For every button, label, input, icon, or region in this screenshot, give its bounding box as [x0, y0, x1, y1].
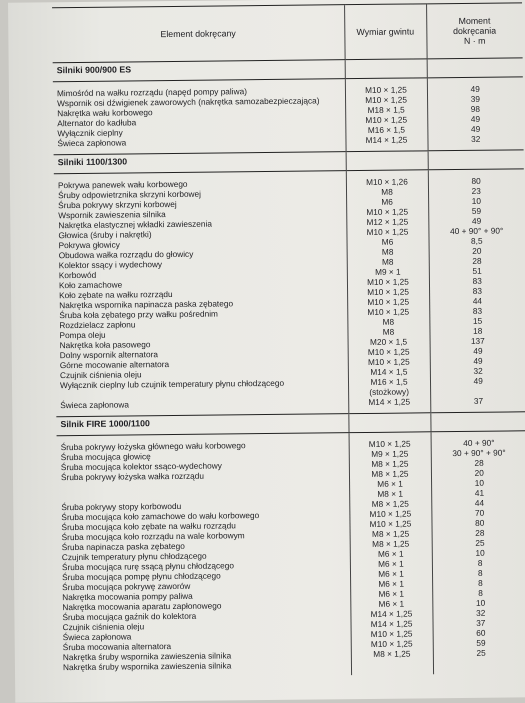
table-row-torque: 37	[473, 395, 484, 406]
table-row-thread: M10 × 1,25	[369, 518, 412, 529]
section-blank-cell	[346, 151, 428, 171]
table-row-thread: M10 × 1,25	[367, 306, 410, 317]
table-row-torque: 28	[475, 527, 485, 538]
table-row-thread: M14 × 1,25	[368, 396, 411, 407]
table-row-torque: 32	[471, 133, 481, 144]
table-row-element: Pokrywa głowicy	[58, 239, 120, 251]
element-cell	[53, 79, 346, 155]
table-row-element: Śruba pokrywy łożyska głównego wału korbowego	[60, 440, 246, 453]
thread-cell	[349, 432, 434, 675]
table-row-thread: M10 × 1,25	[367, 296, 410, 307]
table-row-element: Nakrętka wału korbowego	[57, 107, 153, 119]
table-row-torque: 49	[470, 123, 481, 134]
table-row-thread: M6 × 1	[378, 598, 405, 609]
table-row-thread: M8	[382, 326, 395, 337]
table-row-torque: 40 + 90°	[463, 437, 495, 448]
section-blank-cell	[427, 58, 523, 78]
table-row-thread: M8 × 1	[377, 488, 404, 499]
thread-cell	[346, 170, 431, 414]
torque-cell	[428, 169, 525, 413]
table-row-thread: M8 × 1,25	[371, 468, 409, 479]
table-row-torque: 28	[474, 457, 484, 468]
table-row-torque: 51	[472, 265, 482, 276]
table-row-element: Dolny wspornik alternatora	[59, 349, 158, 361]
table-row-thread: M6	[381, 236, 394, 247]
table-row-element: Śruba mocowania alternatora	[62, 641, 172, 653]
table-row-element: Śruba pokrywy skrzyni korbowej	[58, 198, 177, 211]
table-row-torque: 41	[474, 487, 485, 498]
torque-cell	[431, 431, 525, 674]
table-row-element: Wspornik zawieszenia silnika	[58, 209, 166, 221]
table-row-torque: 8	[478, 587, 483, 598]
table-row-torque: 15	[472, 315, 483, 326]
table-row-thread: M10 × 1,25	[370, 628, 413, 639]
header-torque-line1: Moment	[458, 15, 491, 26]
table-row-torque: 80	[475, 517, 485, 528]
table-row-element: Śruba pokrywy łożyska wałka rozrządu	[60, 470, 204, 483]
table-row-torque: 59	[476, 637, 486, 648]
table-row-torque: 10	[474, 477, 484, 488]
torque-table	[52, 2, 525, 678]
table-row-thread: M10 × 1,25	[367, 346, 410, 357]
table-row-element: Nakrętka śruby wspornika zawieszenia silnika	[62, 650, 232, 663]
table-row-torque: 49	[473, 355, 483, 366]
table-row-element: Śruba mocująca pompę płynu chłodzącego	[61, 570, 221, 583]
table-row-thread: M16 × 1,5	[367, 124, 405, 135]
table-row-element: Świeca zapłonowa	[57, 137, 127, 149]
table-row-thread: M8 × 1,25	[371, 498, 409, 509]
table-row-element: Wyłącznik cieplny	[57, 127, 123, 139]
table-row-element: Śruba mocująca koło rozrządu na wale korbowym	[61, 530, 245, 543]
table-row-element: Nakrętka mocowania aparatu zapłonowego	[62, 600, 222, 613]
table-row-torque: 10	[475, 547, 485, 558]
table-row-thread: M10 × 1,25	[365, 94, 407, 105]
table-row-thread: M10 × 1,25	[367, 356, 410, 367]
table-row-torque: 137	[470, 335, 485, 346]
table-row-thread: M10 × 1,25	[365, 84, 407, 95]
table-row-torque: 49	[470, 83, 480, 94]
table-row-thread: M6 × 1	[378, 568, 404, 579]
thread-cell	[345, 78, 428, 152]
table-row-thread: M10 × 1,25	[367, 286, 409, 297]
table-row-element: Śruba napinacza paska zębatego	[61, 540, 185, 553]
header-element: Element dokręcany	[52, 5, 345, 63]
table-row-torque: 10	[471, 195, 482, 206]
table-row-element: Pompa oleju	[59, 329, 106, 341]
table-row-thread: M10 × 1,26	[365, 176, 408, 187]
table-row-element: Alternator do kadłuba	[57, 117, 137, 129]
table-row-element: Górne mocowanie alternatora	[59, 359, 170, 371]
table-row-element: Śruba mocująca pokrywę zaworów	[62, 580, 191, 593]
table-row-torque: 8,5	[470, 235, 483, 246]
table-row-element: Korbowód	[58, 269, 97, 281]
table-row-thread: M8	[381, 256, 394, 267]
section-body	[57, 431, 525, 678]
table-row-torque: 28	[472, 255, 482, 266]
table-row-torque: 37	[476, 617, 486, 628]
table-row-element: Śruba mocująca głowicę	[60, 451, 151, 463]
table-row-element: Wyłącznik cieplny lub czujnik temperatury płynu chłodzącego	[59, 377, 285, 391]
table-row-torque: 49	[470, 113, 481, 124]
table-row-torque: 8	[477, 557, 483, 568]
table-row-torque: 83	[472, 275, 482, 286]
table-row-element: Czujnik ciśnienia oleju	[62, 621, 145, 633]
table-row-torque: 32	[473, 365, 483, 376]
section-blank-cell	[348, 413, 430, 433]
table-row-element: Wspornik osi dźwigienek zaworowych (nakrętka samozabezpieczająca)	[57, 95, 320, 109]
table-row-element: Śruba mocująca gaźnik do kolektora	[62, 610, 197, 623]
table-row-thread: M10 × 1,25	[366, 226, 409, 237]
section-body	[53, 77, 524, 155]
table-row-thread: M14 × 1,25	[365, 134, 408, 145]
section-title: Silniki 900/900 ES	[53, 60, 345, 82]
header-torque-unit: N · m	[463, 35, 486, 46]
table-row-torque: 49	[471, 215, 482, 226]
table-row-torque: 8	[477, 577, 483, 588]
table-row-element: Kolektor ssący i wydechowy	[58, 259, 163, 271]
table-row-thread: M8 × 1,25	[372, 538, 410, 549]
section-blank-cell	[345, 59, 427, 79]
table-row-element: Czujnik temperatury płynu chłodzącego	[61, 550, 207, 563]
table-row-thread: M6 × 1	[377, 478, 403, 489]
table-row-thread: M6 × 1	[378, 558, 404, 569]
table-row-thread: M14 × 1,25	[370, 618, 413, 629]
table-row-thread: M8 × 1,25	[371, 458, 409, 469]
table-row-torque: 8	[477, 567, 483, 578]
table-row-torque: 98	[470, 103, 481, 114]
table-row-torque: 83	[472, 285, 482, 296]
table-row-thread: M9 × 1	[374, 266, 401, 277]
table-row-torque: 44	[472, 295, 483, 306]
table-row-element: Nakrętka mocowania pompy paliwa	[62, 590, 193, 603]
table-row-torque: 40 + 90° + 90°	[450, 225, 504, 237]
table-row-element: Śruba pokrywy stopy korbowodu	[61, 500, 182, 513]
table-row-thread: M6 × 1	[378, 588, 405, 599]
table-row-thread: M10 × 1,25	[369, 508, 412, 519]
table-header-row	[52, 3, 523, 63]
document-page	[8, 0, 525, 703]
table-row-thread: M14 × 1,5	[370, 366, 408, 377]
table-row-thread: M6	[381, 196, 393, 207]
table-row-element: Śruba mocująca koło zamachowe do wału korbowego	[61, 510, 260, 523]
table-row-thread: M8	[381, 246, 394, 257]
table-row-thread	[355, 658, 428, 669]
table-row-thread: M10 × 1,25	[370, 638, 413, 649]
table-row-torque	[437, 657, 525, 668]
table-row-element: Śruba mocująca koło zębate na wałku rozrządu	[61, 520, 236, 533]
table-row-torque: 59	[471, 205, 482, 216]
table-row-torque: 80	[471, 175, 481, 186]
table-row-torque: 25	[476, 647, 486, 658]
table-row-torque: 70	[474, 507, 485, 518]
section-body	[54, 169, 525, 417]
table-row-thread: M8 × 1,25	[373, 648, 411, 659]
table-row-element: Mimośród na wałku rozrządu (napęd pompy paliwa)	[56, 86, 248, 99]
table-row-torque: 39	[470, 93, 480, 104]
table-row-thread: M9 × 1,25	[371, 448, 409, 459]
header-torque-line2: dokręcania	[453, 25, 497, 37]
table-row-element: Rozdzielacz zapłonu	[59, 319, 136, 331]
table-row-element: Nakrętka wspornika napinacza paska zębatego	[59, 298, 234, 311]
table-row-thread: M20 × 1,5	[369, 336, 408, 347]
table-row-element: Obudowa wałka rozrządu do głowicy	[58, 248, 194, 261]
table-row-element: Głowica (śruby i nakrętki)	[58, 229, 152, 241]
table-row-element: Koło zębate na wałku rozrządu	[59, 289, 173, 301]
section-blank-cell	[430, 412, 525, 432]
table-row-torque: 10	[475, 597, 486, 608]
table-row-torque: 30 + 90° + 90°	[452, 447, 506, 459]
table-row-thread: M8	[381, 186, 393, 197]
table-row-element: Czujnik ciśnienia oleju	[59, 369, 142, 381]
table-row-torque: 60	[476, 627, 486, 638]
section-blank-cell	[428, 150, 524, 170]
header-thread: Wymiar gwintu	[344, 4, 427, 60]
element-cell	[57, 433, 352, 679]
table-row-thread: M18 × 1,5	[367, 104, 405, 115]
table-row-torque: 23	[471, 185, 481, 196]
table-row-torque: 44	[474, 497, 485, 508]
table-row-torque: 49	[473, 375, 483, 386]
table-row-thread: M12 × 1,25	[366, 216, 409, 227]
table-row-thread: M6 × 1	[377, 548, 404, 559]
table-row-torque: 20	[474, 467, 484, 478]
table-row-torque: 18	[473, 325, 483, 336]
table-row-thread: M14 × 1,25	[370, 608, 413, 619]
table-row-thread: M10 × 1,25	[368, 438, 411, 449]
table-row-thread: (stożkowy)	[369, 386, 409, 397]
table-row-element: Nakrętka koła pasowego	[59, 339, 151, 351]
table-row-thread: M10 × 1,25	[365, 114, 408, 125]
table-row-element: Świeca zapłonowa	[60, 399, 130, 411]
torque-cell	[427, 77, 524, 151]
table-row-thread: M8	[382, 316, 395, 327]
table-row-thread: M8 × 1,25	[371, 528, 410, 539]
table-row-element: Nakrętka elastycznej wkładki zawieszenia	[58, 218, 212, 231]
table-row-thread: M10 × 1,25	[366, 206, 409, 217]
table-row-torque: 83	[472, 305, 483, 316]
table-row-thread: M10 × 1,25	[367, 276, 409, 287]
table-row-element: Śruby odpowietrznika skrzyni korbowej	[57, 188, 202, 201]
table-row-element: Śruba mocująca kolektor ssąco-wydechowy	[60, 460, 222, 473]
table-row-element: Śruba mocująca rurę ssącą płynu chłodzącego	[61, 560, 235, 573]
table-row-thread: M16 × 1,5	[370, 376, 408, 387]
element-cell	[54, 171, 349, 417]
table-row-thread: M6 × 1	[378, 578, 404, 589]
table-row-element: Śruba koła zębatego przy wałku pośrednim	[59, 308, 218, 321]
table-row-torque: 49	[473, 345, 483, 356]
table-row-element: Świeca zapłonowa	[62, 631, 132, 643]
table-row-element: Nakrętka śruby wspornika zawieszenia silnika	[62, 660, 232, 673]
header-torque	[426, 3, 523, 59]
table-row-torque: 20	[472, 245, 482, 256]
table-row-element: Koło zamachowe	[58, 279, 123, 291]
table-row-torque: 25	[475, 537, 485, 548]
section-title: Silniki 1100/1300	[54, 152, 346, 174]
table-row-torque: 32	[476, 607, 486, 618]
table-row-element: Pokrywa panewek wału korbowego	[57, 178, 188, 191]
section-title: Silnik FIRE 1000/1100	[56, 414, 348, 436]
